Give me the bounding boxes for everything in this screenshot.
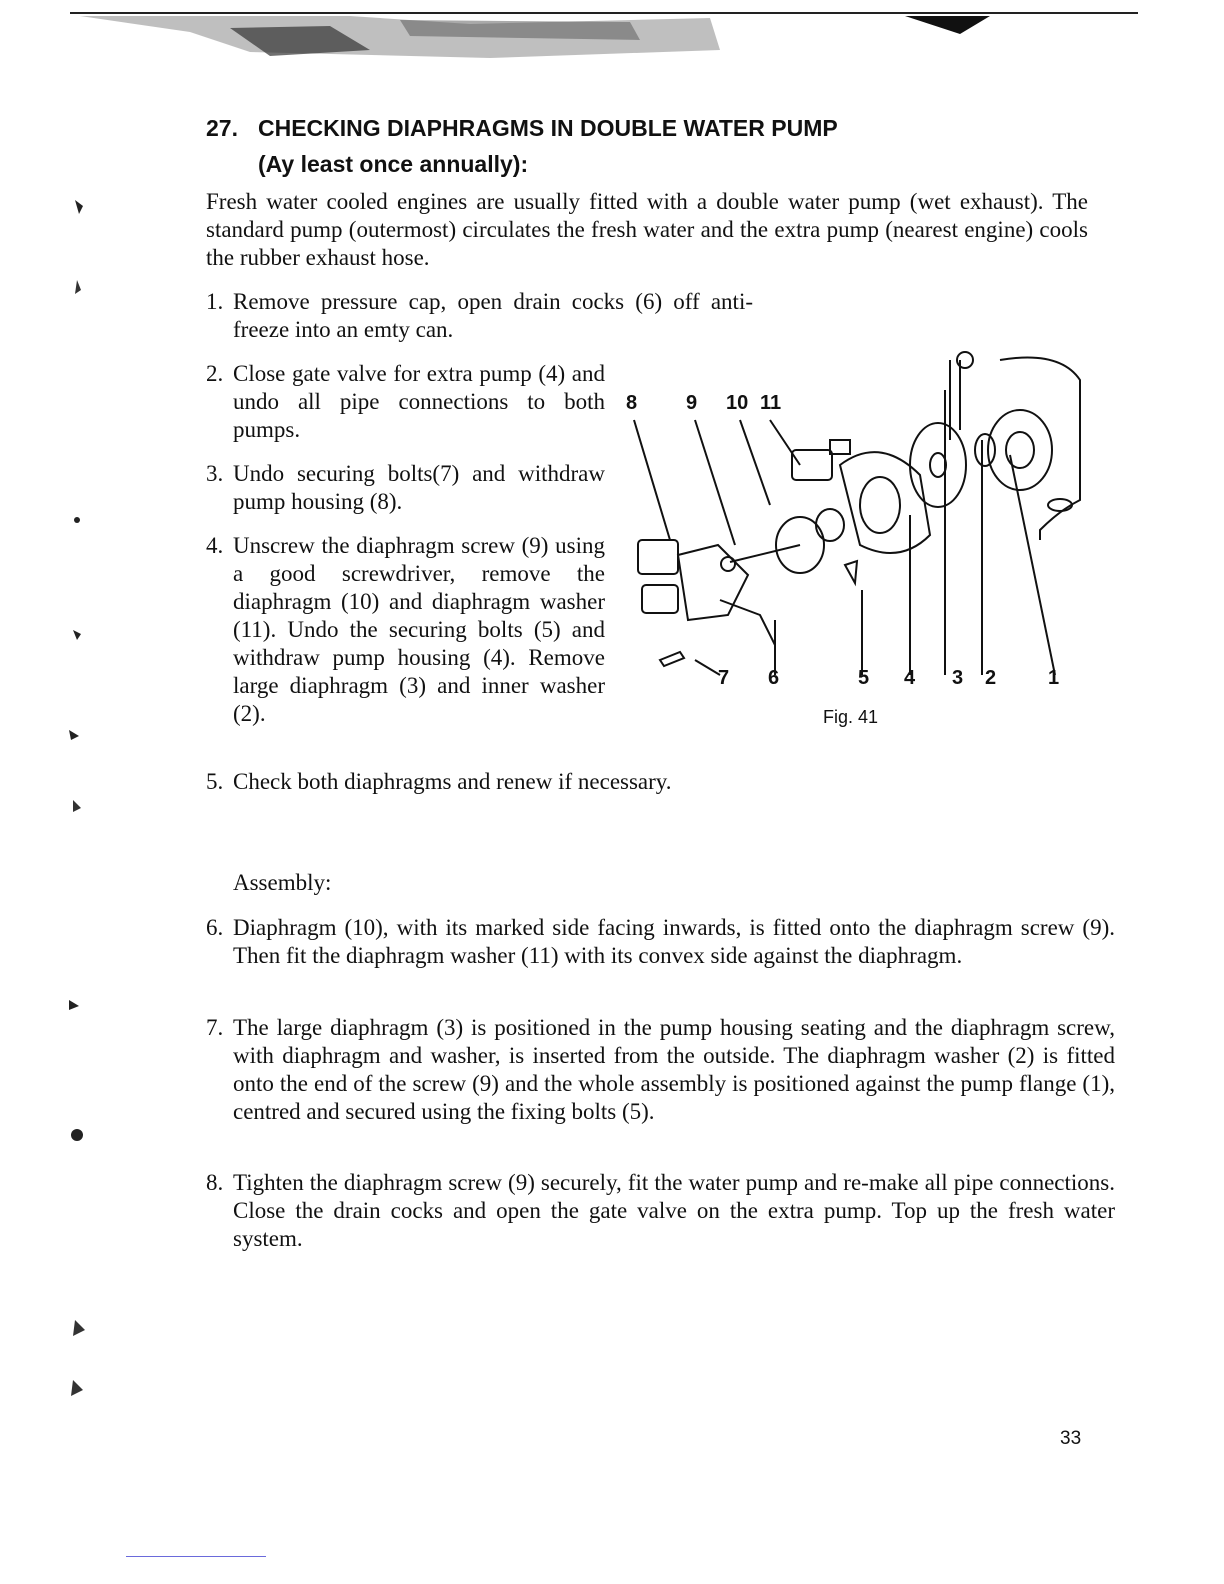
section-number: 27. (206, 115, 238, 141)
step-3 (206, 460, 605, 516)
section-heading (206, 110, 1106, 182)
label-8: 8 (626, 392, 638, 414)
step-2 (206, 360, 605, 444)
scan-top-bar (70, 10, 1138, 70)
figure-caption: Fig. 41 (823, 707, 879, 727)
step-text: Close gate valve for extra pump (4) and undo all pipe connections to both pumps. (233, 361, 605, 442)
label-3: 3 (952, 667, 964, 689)
label-2: 2 (985, 667, 997, 689)
label-10: 10 (726, 392, 749, 414)
step-number: 2. (206, 361, 224, 386)
label-6: 6 (768, 667, 780, 689)
step-number: 1. (206, 289, 224, 314)
scan-margin-marks (55, 150, 95, 1450)
section-subtitle: (Ay least once annually): (258, 151, 529, 177)
step-number: 7. (206, 1015, 224, 1040)
step-text: Tighten the diaphragm screw (9) securely, fit the water pump and re-make all pipe connections. Close the drain cocks and open the gate valve on the extra pump. Top up the fresh water system. (233, 1170, 1115, 1251)
step-text: Undo securing bolts(7) and withdraw pump housing (8). (233, 461, 605, 514)
step-number: 4. (206, 533, 224, 558)
label-4: 4 (904, 667, 916, 689)
label-1: 1 (1048, 667, 1060, 689)
step-text: Check both diaphragms and renew if necessary. (233, 769, 672, 794)
step-text: Remove pressure cap, open drain cocks (6) off anti-freeze into an emty can. (233, 289, 753, 342)
label-9: 9 (686, 392, 698, 414)
step-number: 8. (206, 1170, 224, 1195)
step-4 (206, 532, 605, 728)
step-text: Unscrew the diaphragm screw (9) using a good screwdriver, remove the diaphragm (10) and diaphragm washer (11). Undo the securing bolts (5) and withdraw pump housing (4). Remove large diaphragm (3) and inner washer (2). (233, 533, 605, 726)
step-text: The large diaphragm (3) is positioned in the pump housing seating and the diaphragm screw, with diaphragm and washer, is inserted from the outside. The diaphragm washer (2) is fitted onto the end of the screw (9) and the whole assembly is positioned against the pump flange (1), centred and secured using the fixing bolts (5). (233, 1015, 1115, 1124)
step-number: 3. (206, 461, 224, 486)
label-5: 5 (858, 667, 870, 689)
step-number: 5. (206, 769, 224, 794)
step-6 (206, 914, 1115, 970)
step-7 (206, 1014, 1115, 1126)
pump-exploded-diagram (600, 300, 1100, 700)
step-5 (206, 768, 1115, 796)
intro-paragraph: Fresh water cooled engines are usually fitted with a double water pump (wet exhaust). The standard pump (outermost) circulates the fresh water and the extra pump (nearest engine) cools the rubber exhaust hose. (206, 189, 1088, 270)
step-8 (206, 1169, 1115, 1253)
section-title: CHECKING DIAPHRAGMS IN DOUBLE WATER PUMP (258, 115, 838, 141)
label-7: 7 (718, 667, 730, 689)
page-number: 33 (1060, 1428, 1082, 1449)
step-number: 6. (206, 915, 224, 940)
label-11: 11 (760, 392, 782, 414)
scan-bottom-line (126, 1556, 266, 1557)
assembly-label: Assembly: (233, 870, 332, 895)
step-text: Diaphragm (10), with its marked side facing inwards, is fitted onto the diaphragm screw (9). Then fit the diaphragm washer (11) with its convex side against the diaphragm. (233, 915, 1115, 968)
